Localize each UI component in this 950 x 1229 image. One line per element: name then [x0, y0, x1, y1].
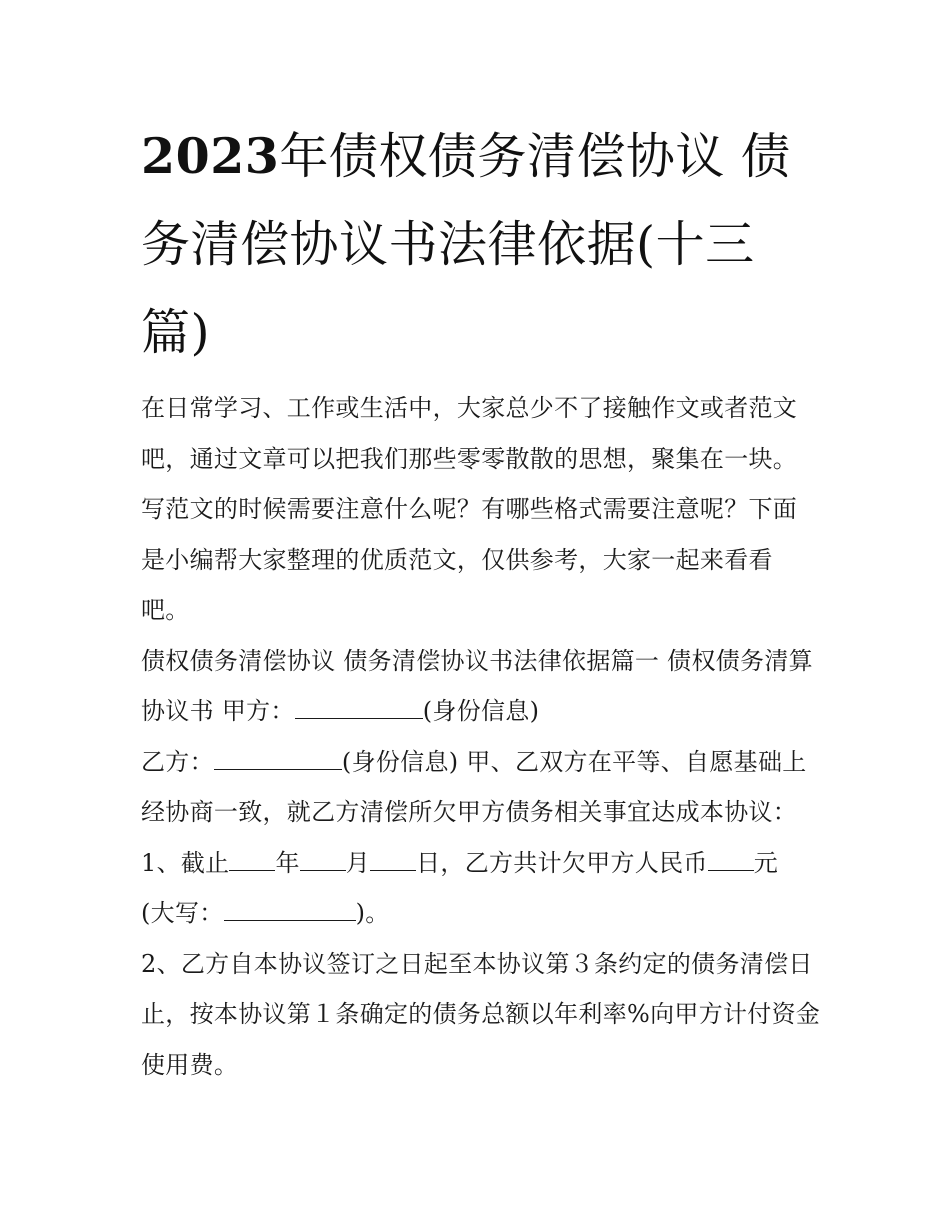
intro-paragraph: 在日常学习、工作或生活中，大家总少不了接触作文或者范文吧，通过文章可以把我们那些零零散散的思想，聚集在一块。写范文的时候需要注意什么呢？有哪些格式需要注意呢？下面是小编帮大家整理的优质范文，仅供参考，大家一起来看看吧。 — [141, 394, 798, 624]
title-year: 2023 — [141, 127, 280, 185]
party-a-blank — [295, 696, 423, 719]
document-title — [141, 112, 821, 377]
party-b-blank — [214, 747, 342, 770]
party-b-label: 乙方： — [141, 747, 214, 776]
amount-blank — [708, 848, 754, 871]
item-1-caps-prefix: (大写： — [141, 899, 224, 927]
section-intro-paragraph — [141, 636, 821, 737]
party-b-paragraph — [141, 737, 821, 838]
item-1-year-label: 年 — [275, 848, 300, 877]
year-blank — [229, 848, 275, 871]
month-blank — [300, 848, 346, 871]
document-content — [141, 112, 821, 1090]
item-1-day-text: 日，乙方共计欠甲方人民币 — [416, 848, 708, 877]
day-blank — [370, 848, 416, 871]
item-1-prefix: 1、截止 — [141, 848, 230, 877]
party-a-info-label: (身份信息) — [422, 697, 540, 725]
section-intro-text: 债权债务清偿协议 债务清偿协议书法律依据篇一 债权债务清算协议书 甲方： — [141, 646, 813, 725]
item-1-month-label: 月 — [345, 848, 371, 877]
item-1-yuan-label: 元 — [753, 848, 779, 877]
item-1-caps-suffix: )。 — [355, 899, 390, 927]
amount-caps-blank — [224, 898, 356, 921]
title-text: 年债权债务清偿协议 债务清偿协议书法律依据(十三篇) — [141, 128, 791, 361]
item-1-paragraph — [141, 838, 821, 939]
party-b-text: (身份信息) 甲、乙双方在平等、自愿基础上经协商一致，就乙方清偿所欠甲方债务相关事宜达成本协议： — [141, 747, 807, 826]
item-2-paragraph: 2、乙方自本协议签订之日起至本协议第３条约定的债务清偿日止，按本协议第１条确定的债务总额以年利率%向甲方计付资金使用费。 — [141, 949, 821, 1079]
